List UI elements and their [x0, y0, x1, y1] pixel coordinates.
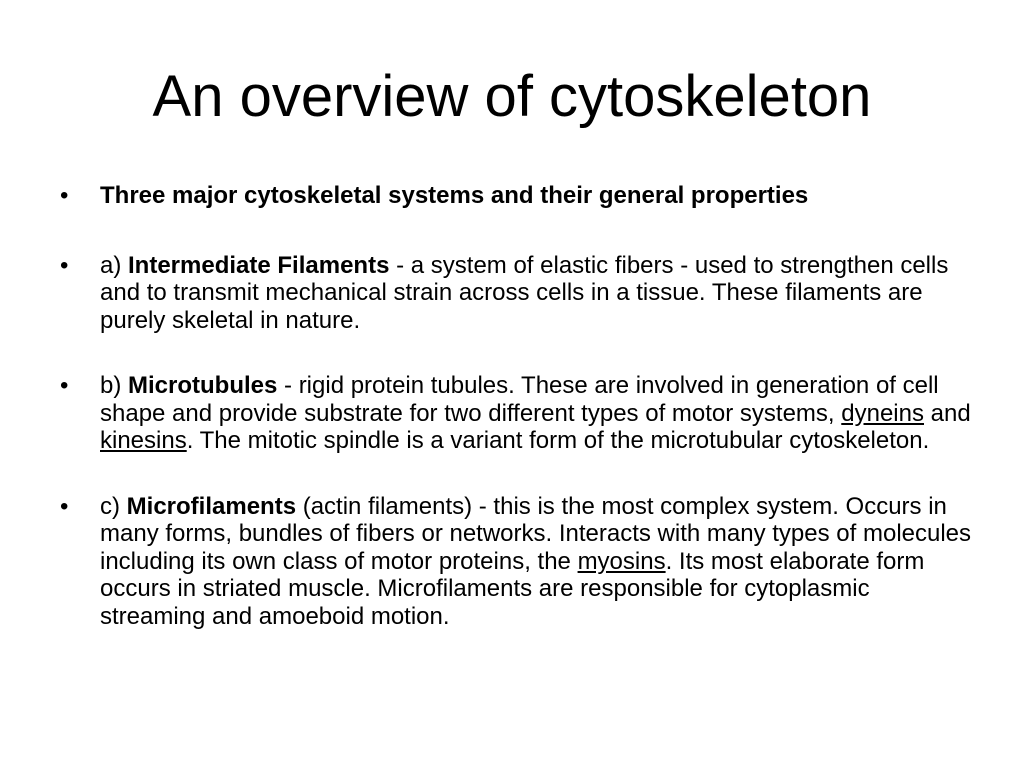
bullet-text: - a system of elastic fibers - used to strengthen cells and to transmit mechanical strain across cells in a tissue. These filaments are purely skeletal in nature.	[100, 251, 949, 334]
bullet-text: . The mitotic spindle is a variant form of the microtubular cytoskeleton.	[186, 427, 930, 454]
bullet-list	[54, 180, 974, 630]
bullet-prefix: a)	[100, 251, 129, 279]
bullet-text: and	[924, 399, 971, 427]
slide-title: An overview of cytoskeleton	[152, 64, 872, 129]
bullet-heading: Three major cytoskeletal systems and their general properties	[100, 182, 809, 209]
bullet-prefix: c)	[100, 492, 127, 520]
bullet-dot-icon: •	[60, 372, 69, 399]
bullet-term: Microfilaments	[126, 492, 297, 520]
bullet-text: . Its most elaborate form occurs in striated muscle. Microfilaments are responsible for cytoplasmic streaming and amoeboid motion.	[100, 547, 925, 630]
bullet-dot-icon: •	[60, 492, 69, 520]
link-myosins[interactable]: myosins	[577, 547, 666, 575]
link-kinesins[interactable]: kinesins	[100, 427, 187, 454]
bullet-text: - rigid protein tubules. These are involved in generation of cell shape and provide substrate for two different types of motor systems,	[100, 372, 939, 427]
link-dyneins[interactable]: dyneins	[841, 399, 924, 427]
bullet-item-microfilaments	[54, 493, 974, 631]
bullet-text: (actin filaments) - this is the most complex system. Occurs in many forms, bundles of fibers or networks. Interacts with many types of molecules including its own class of motor proteins, the	[100, 492, 972, 575]
bullet-item-intermediate-filaments	[54, 252, 974, 335]
bullet-item-overview	[54, 182, 974, 210]
bullet-term: Intermediate Filaments	[128, 251, 390, 279]
bullet-prefix: b)	[100, 372, 129, 399]
bullet-dot-icon: •	[60, 182, 69, 209]
bullet-dot-icon: •	[60, 251, 69, 279]
bullet-item-microtubules	[54, 372, 974, 455]
bullet-term: Microtubules	[128, 372, 278, 399]
